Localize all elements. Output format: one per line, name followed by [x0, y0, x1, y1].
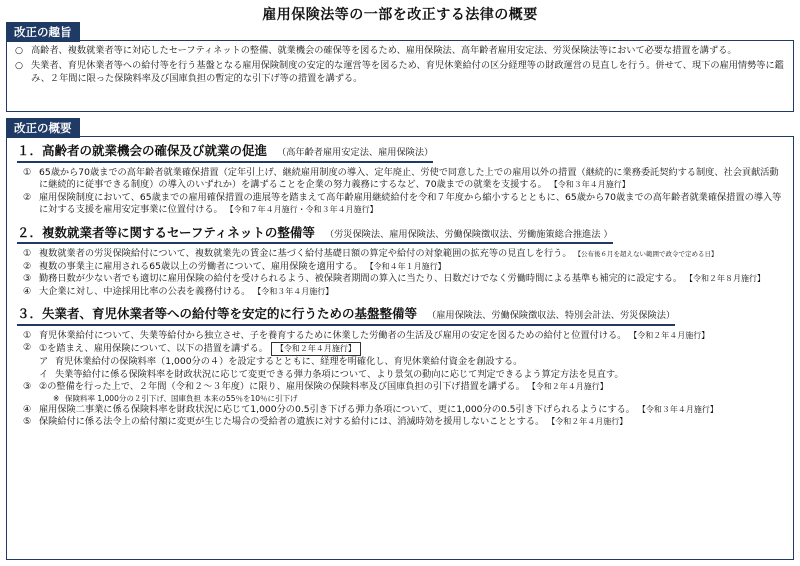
item-text: 65歳から70歳までの高年齢者就業確保措置（定年引上げ、継続雇用制度の導入、定年廃止、労使で同意した上での雇用以外の措置（継続的に業務委託契約する制度、社会貢献活動に継続的に従事できる制度）の導入のいずれか）を講ずることを企業の努力義務にするなど、70歳までの就業を支援する。: [39, 166, 779, 191]
note-mark: ※: [53, 393, 60, 403]
item-number: ④: [23, 285, 32, 297]
purpose-bullet: ○: [15, 60, 24, 72]
item-number: ③: [23, 273, 32, 285]
list-item: [23, 192, 783, 217]
overview-label: 改正の概要: [6, 118, 80, 138]
subitem-mark: ア: [39, 356, 49, 368]
section-heading: [17, 225, 613, 245]
item-number: ①: [23, 330, 32, 341]
effective-date: 【令和４年１月施行】: [365, 261, 446, 271]
item-number: ③: [23, 381, 32, 393]
item-number: ④: [23, 403, 32, 415]
list-subitem: [23, 369, 783, 381]
purpose-item: [15, 60, 785, 85]
item-text: 勤務日数が少ない者でも適切に雇用保険の給付を受けられるよう、被保険者期間の算入に当たり、日数だけでなく労働時間による基準も補完的に設定する。: [39, 273, 683, 285]
document-title: 雇用保険法等の一部を改正する法律の概要: [262, 7, 538, 23]
list-item: [23, 273, 783, 285]
effective-date: 【公布後６月を超えない範囲で政令で定める日】: [574, 250, 718, 259]
effective-date: 【令和２年８月施行】: [685, 274, 766, 284]
overview-box: [6, 136, 794, 560]
purpose-text: 失業者、育児休業者等への給付等を行う基盤となる雇用保険制度の安定的な運営等を図るため、育児休業給付の区分経理等の財政運営の見直しを行う。併せて、現下の雇用情勢等に鑑み、２年間に限った保険料率及び国庫負担の暫定的な引下げ等の措置を講ずる。: [31, 60, 784, 84]
list-item: [23, 167, 783, 192]
list-item: [23, 342, 783, 356]
item-text: 育児休業給付の保険料率（1,000分の４）を設定するとともに、経理を明確化し、育児休業給付資金を創設する。: [55, 356, 523, 368]
item-number: ②: [23, 191, 32, 203]
section-title: ２．複数就業者等に関するセーフティネットの整備等: [17, 224, 315, 240]
list-item: [23, 248, 783, 260]
section-heading: [17, 143, 433, 163]
item-text: 複数就業者の労災保険給付について、複数就業先の賃金に基づく給付基礎日額の算定や給付の対象範囲の拡充等の見直しを行う。: [39, 248, 572, 260]
effective-date: 【令和２年４月施行】: [527, 382, 608, 392]
item-text: 大企業に対し、中途採用比率の公表を義務付ける。: [39, 285, 251, 297]
effective-date: 【令和２年４月施行】: [271, 342, 361, 356]
item-text: 失業等給付に係る保険料率を財政状況に応じて変更できる弾力条項について、より景気の動向に応じて判定できるよう算定方法を見直す。: [55, 368, 624, 380]
item-text: 保険給付に係る法令上の給付額に変更が生じた場合の受給者の遺族に対する給付には、消滅時効を援用しないこととする。: [39, 416, 545, 428]
effective-date: 【令和３年４月施行】: [253, 286, 334, 296]
item-text: 育児休業給付について、失業等給付から独立させ、子を養育するために休業した労働者の生活及び雇用の安定を図るための給付と位置付ける。: [39, 330, 627, 341]
purpose-label: 改正の趣旨: [6, 22, 80, 42]
item-number: ②: [23, 342, 32, 354]
item-number: ①: [23, 248, 32, 260]
list-item: [23, 404, 783, 416]
item-number: ②: [23, 260, 32, 272]
subitem-mark: イ: [39, 368, 49, 380]
list-item: [23, 381, 783, 393]
purpose-text: 高齢者、複数就業者等に対応したセーフティネットの整備、就業機会の確保等を図るため、雇用保険法、高年齢者雇用安定法、労災保険法等において必要な措置を講ずる。: [31, 45, 737, 56]
item-text: 雇用保険二事業に係る保険料率を財政状況に応じて1,000分の0.5引き下げる弾力条項について、更に1,000分の0.5引き下げられるようにする。: [39, 403, 635, 415]
item-text: 複数の事業主に雇用される65歳以上の労働者について、雇用保険を適用する。: [39, 260, 363, 272]
list-item: [23, 286, 783, 298]
effective-date: 【令和３年４月施行】: [637, 404, 718, 414]
list-item: [23, 416, 783, 428]
item-number: ⑤: [23, 416, 32, 428]
item-number: ①: [23, 166, 32, 178]
effective-date: 【令和２年４月施行】: [547, 417, 628, 427]
purpose-box: [6, 40, 794, 112]
note-row: [23, 394, 783, 404]
purpose-bullet: ○: [15, 45, 24, 56]
list-subitem: [23, 356, 783, 368]
effective-date: 【令和７年４月施行・令和３年４月施行】: [225, 205, 378, 215]
note-text: 保険料率 1,000分の２引下げ、国庫負担 本来の55％を10％に引下げ: [65, 393, 298, 403]
item-text: ②の整備を行った上で、２年間（令和２～３年度）に限り、雇用保険の保険料率及び国庫負担の引下げ措置を講ずる。: [39, 381, 525, 393]
section-laws: （労災保険法、雇用保険法、労働保険徴収法、労働施策総合推進法 ）: [324, 228, 613, 240]
item-text: 雇用保険制度において、65歳までの雇用確保措置の進展等を踏まえて高年齢雇用継続給付を令和７年度から縮小するとともに、65歳から70歳までの高年齢者就業確保措置の導入等に対する支援を雇用安定事業に位置付ける。: [39, 191, 782, 216]
list-item: [23, 261, 783, 273]
section-title: １．高齢者の就業機会の確保及び就業の促進: [17, 143, 268, 158]
section-heading: [17, 306, 675, 326]
section-laws: （高年齢者雇用安定法、雇用保険法）: [277, 147, 434, 158]
effective-date: 【令和２年４月施行】: [629, 331, 710, 340]
effective-date: 【令和３年４月施行】: [549, 180, 630, 190]
purpose-item: [15, 45, 785, 57]
item-text: ①を踏まえ、雇用保険について、以下の措置を講ずる。: [39, 343, 268, 355]
list-item: [23, 330, 783, 342]
section-laws: （雇用保険法、労働保険徴収法、特別会計法、労災保険法）: [427, 310, 676, 322]
section-title: ３．失業者、育児休業者等への給付等を安定的に行うための基盤整備等: [17, 306, 418, 322]
